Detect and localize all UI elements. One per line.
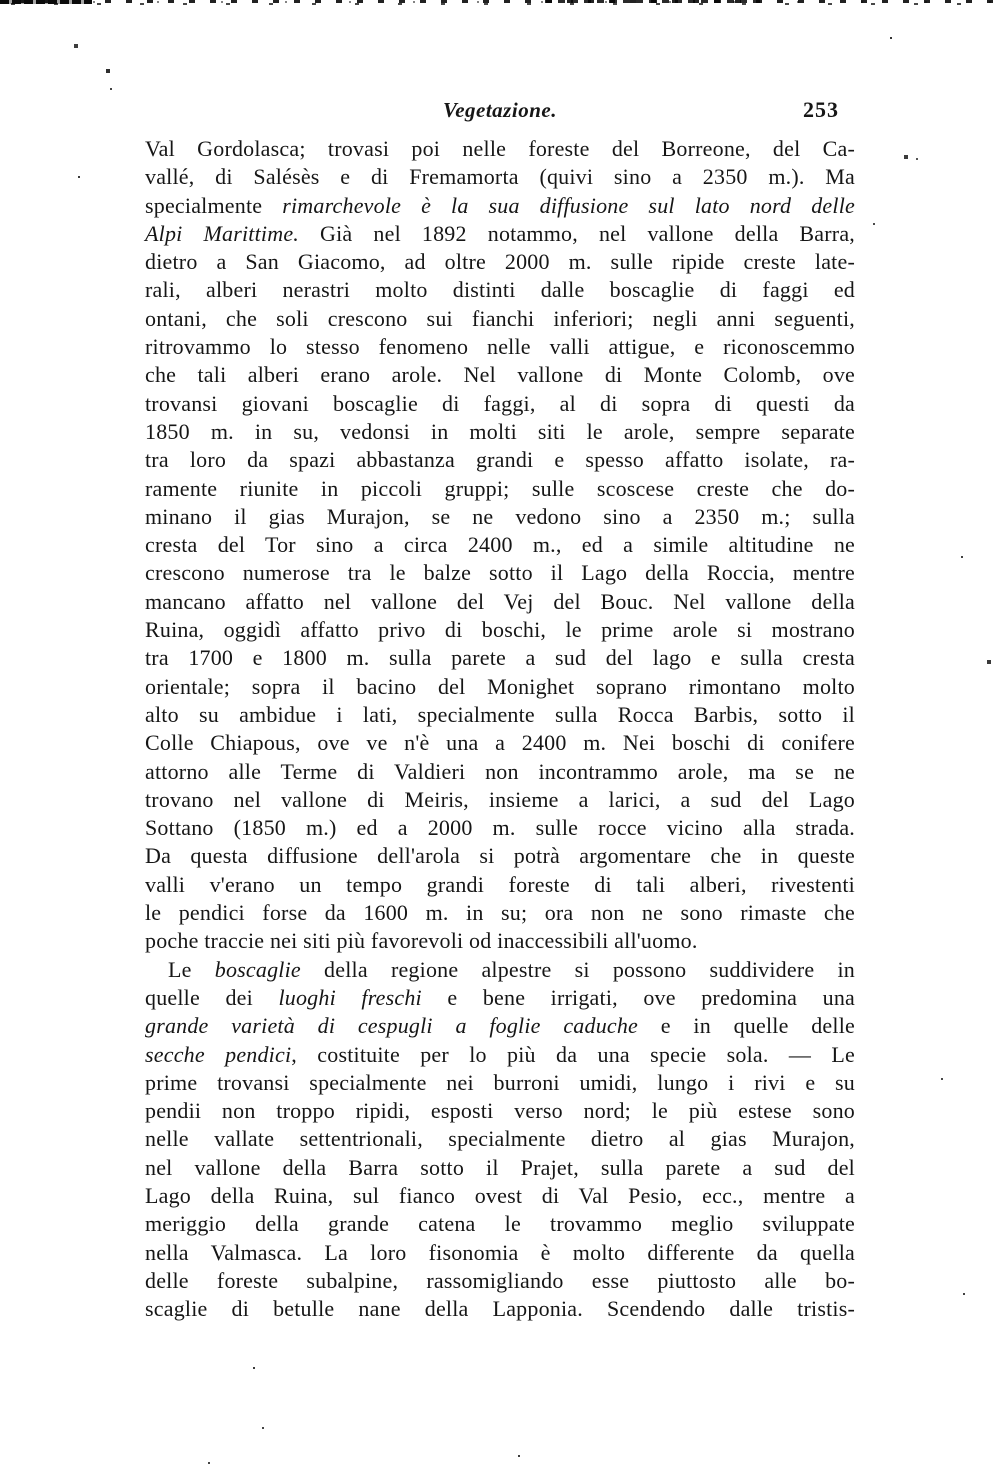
text-line (145, 984, 855, 1012)
text-run: vallé, di Salésès e di Fremamorta (quivi sino a 2350 m.). Ma (145, 164, 855, 190)
text-run: tra 1700 e 1800 m. sulla parete a sud del lago e sulla cresta (145, 645, 855, 671)
text-line (145, 1210, 855, 1238)
text-run: Già nel 1892 notammo, nel vallone della Barra, (298, 220, 855, 246)
text-run: nelle vallate settentrionali, specialmente dietro al gias Murajon, (145, 1126, 855, 1152)
text-line (145, 644, 855, 672)
text-line (145, 1267, 855, 1295)
text-line (145, 786, 855, 814)
text-run: meriggio della grande catena le trovammo meglio sviluppate (145, 1211, 855, 1237)
italic-text-run: grande varietà di cespugli a foglie caduche (145, 1013, 639, 1039)
text-line (145, 1041, 855, 1069)
text-run: attorno alle Terme di Valdieri non incontrammo arole, ma se ne (145, 758, 855, 784)
text-run: valli v'erano un tempo grandi foreste di tali alberi, rivestenti (145, 871, 855, 897)
text-line (145, 135, 855, 163)
text-run: Le (168, 956, 215, 982)
text-line (145, 531, 855, 559)
text-line (145, 1182, 855, 1210)
text-run: 1850 m. in su, vedonsi in molti siti le arole, sempre separate (145, 418, 855, 444)
text-run: specialmente (145, 192, 283, 218)
text-run: Val Gordolasca; trovasi poi nelle foreste del Borreone, del Ca- (145, 136, 855, 161)
text-run: ontani, che soli crescono sui fianchi inferiori; negli anni seguenti, (145, 305, 855, 331)
text-run: scaglie di betulle nane della Lapponia. Scendendo dalle tristis- (145, 1296, 855, 1322)
scan-edge-artifact (0, 0, 1000, 7)
text-line (145, 1154, 855, 1182)
text-line (145, 446, 855, 474)
text-line (145, 1012, 855, 1040)
text-run: dietro a San Giacomo, ad oltre 2000 m. sulle ripide creste late- (145, 249, 855, 275)
text-line (145, 729, 855, 757)
text-run: tra loro da spazi abbastanza grandi e spesso affatto isolate, ra- (145, 447, 855, 473)
text-line (145, 559, 855, 587)
text-run: , costituite per lo più da una specie sola. — Le (291, 1041, 855, 1067)
text-line (145, 814, 855, 842)
text-line (145, 503, 855, 531)
text-line (145, 842, 855, 870)
text-run: Lago della Ruina, sul fianco ovest di Val Pesio, ecc., mentre a (145, 1182, 855, 1208)
text-run: poche traccie nei siti più favorevoli od inaccessibili all'uomo. (145, 928, 698, 954)
text-line (145, 758, 855, 786)
text-line (145, 956, 855, 984)
text-run: e bene irrigati, ove predomina una (421, 984, 855, 1010)
text-run: ritrovammo lo stesso fenomeno nelle valli attigue, e riconoscemmo (145, 334, 855, 360)
text-run: minano il gias Murajon, se ne vedono sino a 2350 m.; sulla (145, 503, 855, 529)
text-line (145, 361, 855, 389)
text-run: che tali alberi erano arole. Nel vallone di Monte Colomb, ove (145, 362, 855, 388)
text-line (145, 871, 855, 899)
text-line (145, 390, 855, 418)
text-line (145, 220, 855, 248)
text-line (145, 673, 855, 701)
text-run: Ruina, oggidì affatto privo di boschi, le prime arole si mostrano (145, 617, 855, 643)
text-run: le pendici forse da 1600 m. in su; ora non ne sono rimaste che (145, 900, 855, 926)
text-line (145, 616, 855, 644)
text-line (145, 418, 855, 446)
scan-speck-layer (0, 0, 2, 2)
text-run: rali, alberi nerastri molto distinti dalle boscaglie di faggi ed (145, 277, 855, 303)
page-header (145, 98, 855, 128)
italic-text-run: rimarchevole è la sua diffusione sul lato nord delle (282, 192, 855, 218)
text-line (145, 1239, 855, 1267)
running-title: Vegetazione. (443, 98, 557, 122)
italic-text-run: boscaglie (214, 956, 301, 982)
text-run: pendii non troppo ripidi, esposti verso nord; le più estese sono (145, 1098, 855, 1124)
text-line (145, 1295, 855, 1323)
italic-text-run: secche pendici (145, 1041, 292, 1067)
text-run: nel vallone della Barra sotto il Prajet, sulla parete a sud del (145, 1154, 855, 1180)
text-line (145, 701, 855, 729)
text-line (145, 1097, 855, 1125)
text-line (145, 333, 855, 361)
text-line (145, 163, 855, 191)
text-run: della regione alpestre si possono suddividere in (300, 956, 856, 982)
text-line (145, 1125, 855, 1153)
text-line (145, 276, 855, 304)
page-number: 253 (803, 97, 839, 122)
text-run: Colle Chiapous, ove ve n'è una a 2400 m. Nei boschi di conifere (145, 730, 855, 756)
text-run: crescono numerose tra le balze sotto il Lago della Roccia, mentre (145, 560, 855, 586)
text-run: quelle dei (145, 984, 279, 1010)
text-run: nella Valmasca. La loro fisonomia è molto differente da quella (145, 1239, 855, 1265)
text-line (145, 588, 855, 616)
text-run: ramente riunite in piccoli gruppi; sulle scoscese creste che do- (145, 475, 855, 501)
text-run: orientale; sopra il bacino del Monighet soprano rimontano molto (145, 673, 855, 699)
text-run: e in quelle delle (638, 1013, 855, 1039)
text-line (145, 1069, 855, 1097)
text-run: Da questa diffusione dell'arola si potrà argomentare che in queste (145, 843, 855, 869)
text-run: prime trovansi specialmente nei burroni umidi, lungo i rivi e su (145, 1069, 855, 1095)
italic-text-run: Alpi Marittime. (145, 220, 299, 246)
text-run: delle foreste subalpine, rassomigliando esse piuttosto alle bo- (145, 1267, 855, 1293)
text-block (145, 135, 855, 1323)
text-line (145, 248, 855, 276)
text-run: cresta del Tor sino a circa 2400 m., ed a simile altitudine ne (145, 532, 855, 558)
text-run: alto su ambidue i lati, specialmente sulla Rocca Barbis, sotto il (145, 701, 855, 727)
text-line (145, 305, 855, 333)
text-line (145, 475, 855, 503)
text-line (145, 899, 855, 927)
text-run: trovansi giovani boscaglie di faggi, al di sopra di questi da (145, 390, 855, 416)
text-run: trovano nel vallone di Meiris, insieme a larici, a sud del Lago (145, 786, 855, 812)
text-line (145, 927, 855, 955)
text-line (145, 192, 855, 220)
text-run: mancano affatto nel vallone del Vej del Bouc. Nel vallone della (145, 588, 855, 614)
italic-text-run: luoghi freschi (278, 984, 422, 1010)
text-run: Sottano (1850 m.) ed a 2000 m. sulle rocce vicino alla strada. (145, 815, 855, 841)
